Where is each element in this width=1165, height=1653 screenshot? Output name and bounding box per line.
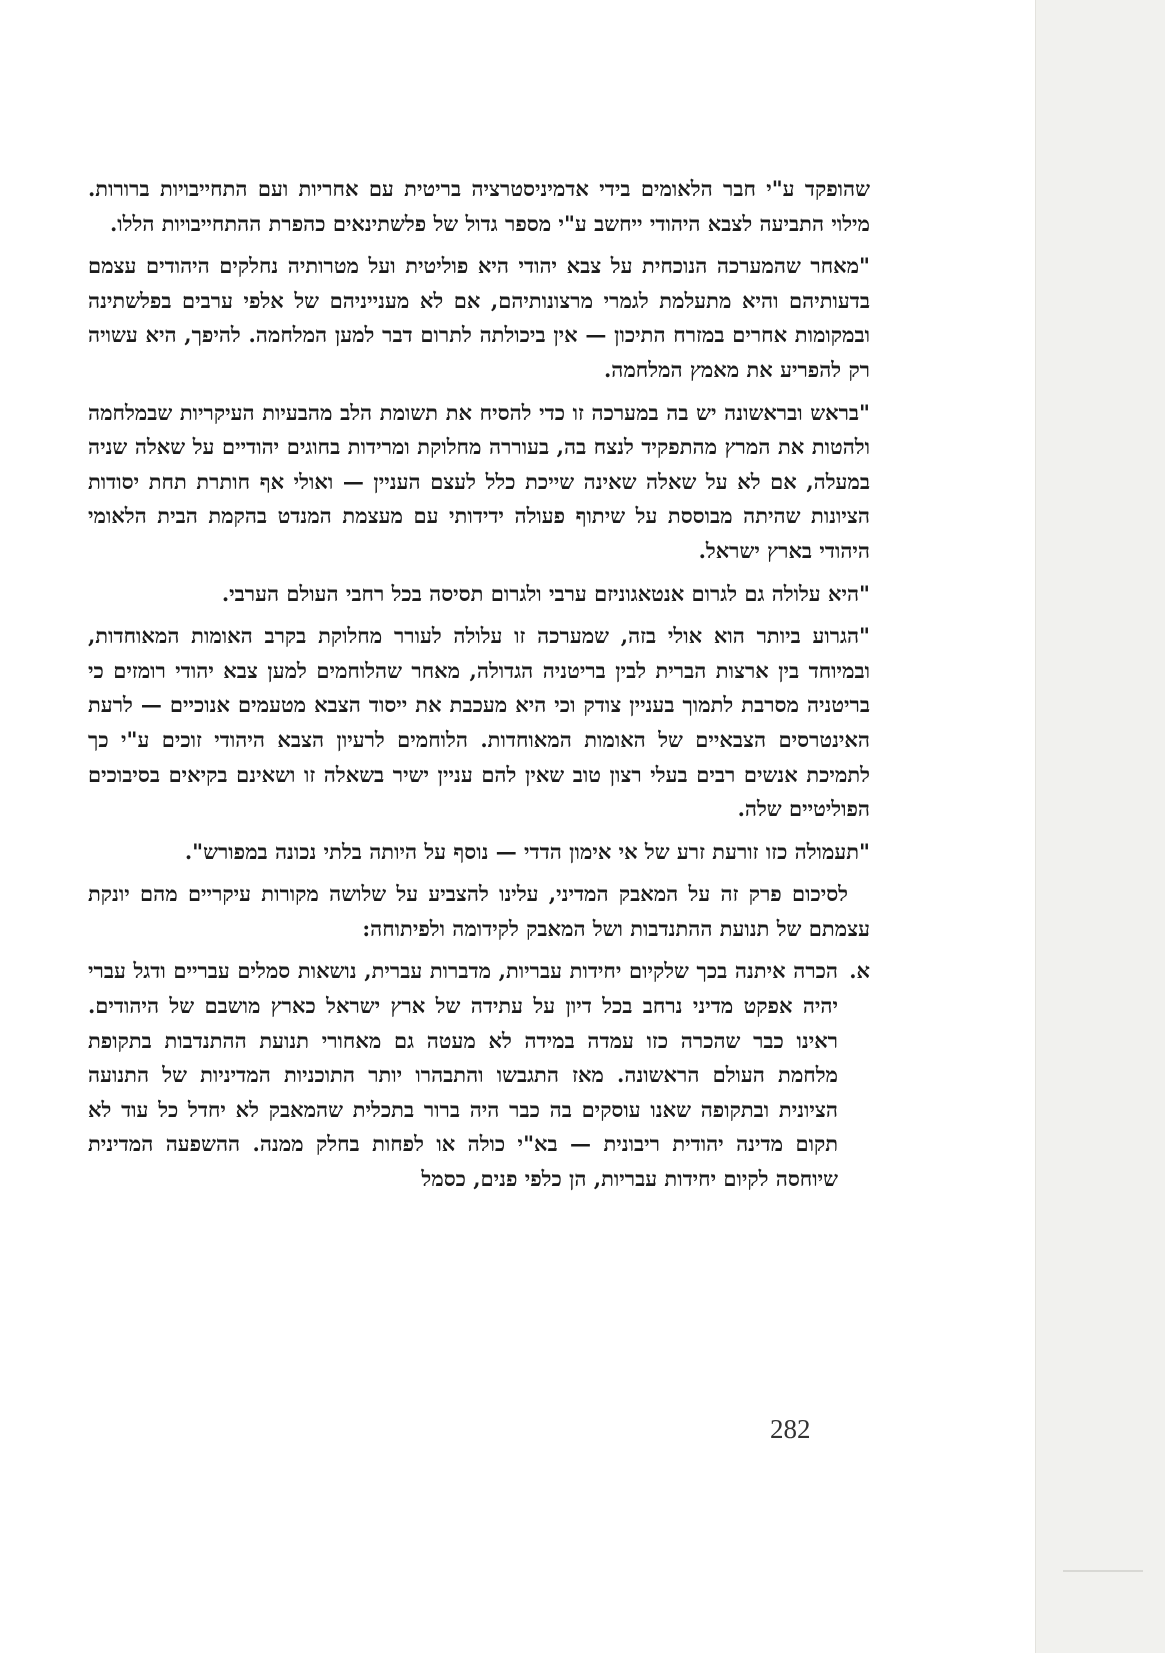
list-item [88, 954, 870, 1196]
body-text [88, 172, 870, 1197]
paragraph-5: "הגרוע ביותר הוא אולי בזה, שמערכה זו עלולה לעורר מחלוקת בקרב האומות המאוחדות, ובמיוחד בין ארצות הברית לבין בריטניה הגדולה, מאחר שהלוחמים למען צבא יהודי רומזים כי בריטניה מסרבת לתמוך בעניין צודק וכי היא מעכבת את ייסוד הצבא מטעמים אנוכיים — לרעת האינטרסים הצבאיים של האומות המאוחדות. הלוחמים לרעיון הצבא היהודי זוכים ע"י כך לתמיכת אנשים רבים בעלי רצון טוב שאין להם עניין ישיר בשאלה זו ושאינם בקיאים בסיבוכים הפוליטיים שלה. [88, 623, 870, 822]
paragraph-3: "בראש ובראשונה יש בה במערכה זו כדי להסיח את תשומת הלב מהבעיות העיקריות שבמלחמה ולהטות את המרץ מהתפקיד לנצח בה, בעוררה מחלוקת ומרידות בחוגים יהודיים על שאלה שניה במעלה, אם לא על שאלה שאינה שייכת כלל לעצם העניין — ואולי אף חותרת תחת יסודות הציונות שהיתה מבוססת על שיתוף פעולה ידידותי עם מעצמת המנדט בהקמת הבית הלאומי היהודי בארץ ישראל. [88, 399, 870, 563]
scan-margin [1035, 0, 1165, 1653]
scan-margin-mark [1063, 1570, 1143, 1572]
paragraph-1: שהופקד ע"י חבר הלאומים בידי אדמיניסטרציה בריטית עם אחריות ועם התחייבויות ברורות. מילוי התביעה לצבא היהודי ייחשב ע"י מספר גדול של פלשתינאים כהפרת ההתחייבויות הללו. [88, 176, 870, 236]
paragraph-4: "היא עלולה גם לגרום אנטאגוניזם ערבי ולגרום תסיסה בכל רחבי העולם הערבי. [221, 580, 870, 606]
paragraph-6: "תעמולה כזו זורעת זרע של אי אימון הדדי — נוסף על היותה בלתי נכונה במפורש". [184, 838, 870, 864]
list-item-text: הכרה איתנה בכך שלקיום יחידות עבריות, מדברות עברית, נושאות סמלים עבריים ודגל עברי יהיה אפקט מדיני נרחב בכל דיון על עתידה של ארץ ישראל כארץ מושבם של היהודים. ראינו כבר שהכרה כזו עמדה במידה לא מעטה גם מאחורי תנועת ההתנדבות בתקופת מלחמת העולם הראשונה. מאז התגבשו והתבהרו יותר התוכניות המדיניות של התנועה הציונית ובתקופה שאנו עוסקים בה כבר היה ברור בתכלית שהמאבק לא יחדל כל עוד לא תקום מדינה יהודית ריבונית — בא"י כולה או לפחות בחלק ממנה. ההשפעה המדינית שיוחסה לקיום יחידות עבריות, הן כלפי פנים, כסמל [88, 958, 838, 1192]
list-letter: א. [849, 958, 870, 984]
paragraph-2: "מאחר שהמערכה הנוכחית על צבא יהודי היא פוליטית ועל מטרותיה נחלקים היהודים עצמם בדעותיהם והיא מתעלמת לגמרי מרצונותיהם, אם לא מענייניהם של אלפי ערבים בפלשתינה ובמקומות אחרים במזרח התיכון — אין ביכולתה לתרום דבר למען המלחמה. להיפך, היא עשויה רק להפריע את מאמץ המלחמה. [88, 253, 870, 382]
paragraph-7: לסיכום פרק זה על המאבק המדיני, עלינו להצביע על שלושה מקורות עיקריים מהם יונקת עצמתם של תנועת ההתנדבות ושל המאבק לקידומה ולפיתוחה: [88, 881, 870, 941]
page-number: 282 [770, 1414, 811, 1444]
